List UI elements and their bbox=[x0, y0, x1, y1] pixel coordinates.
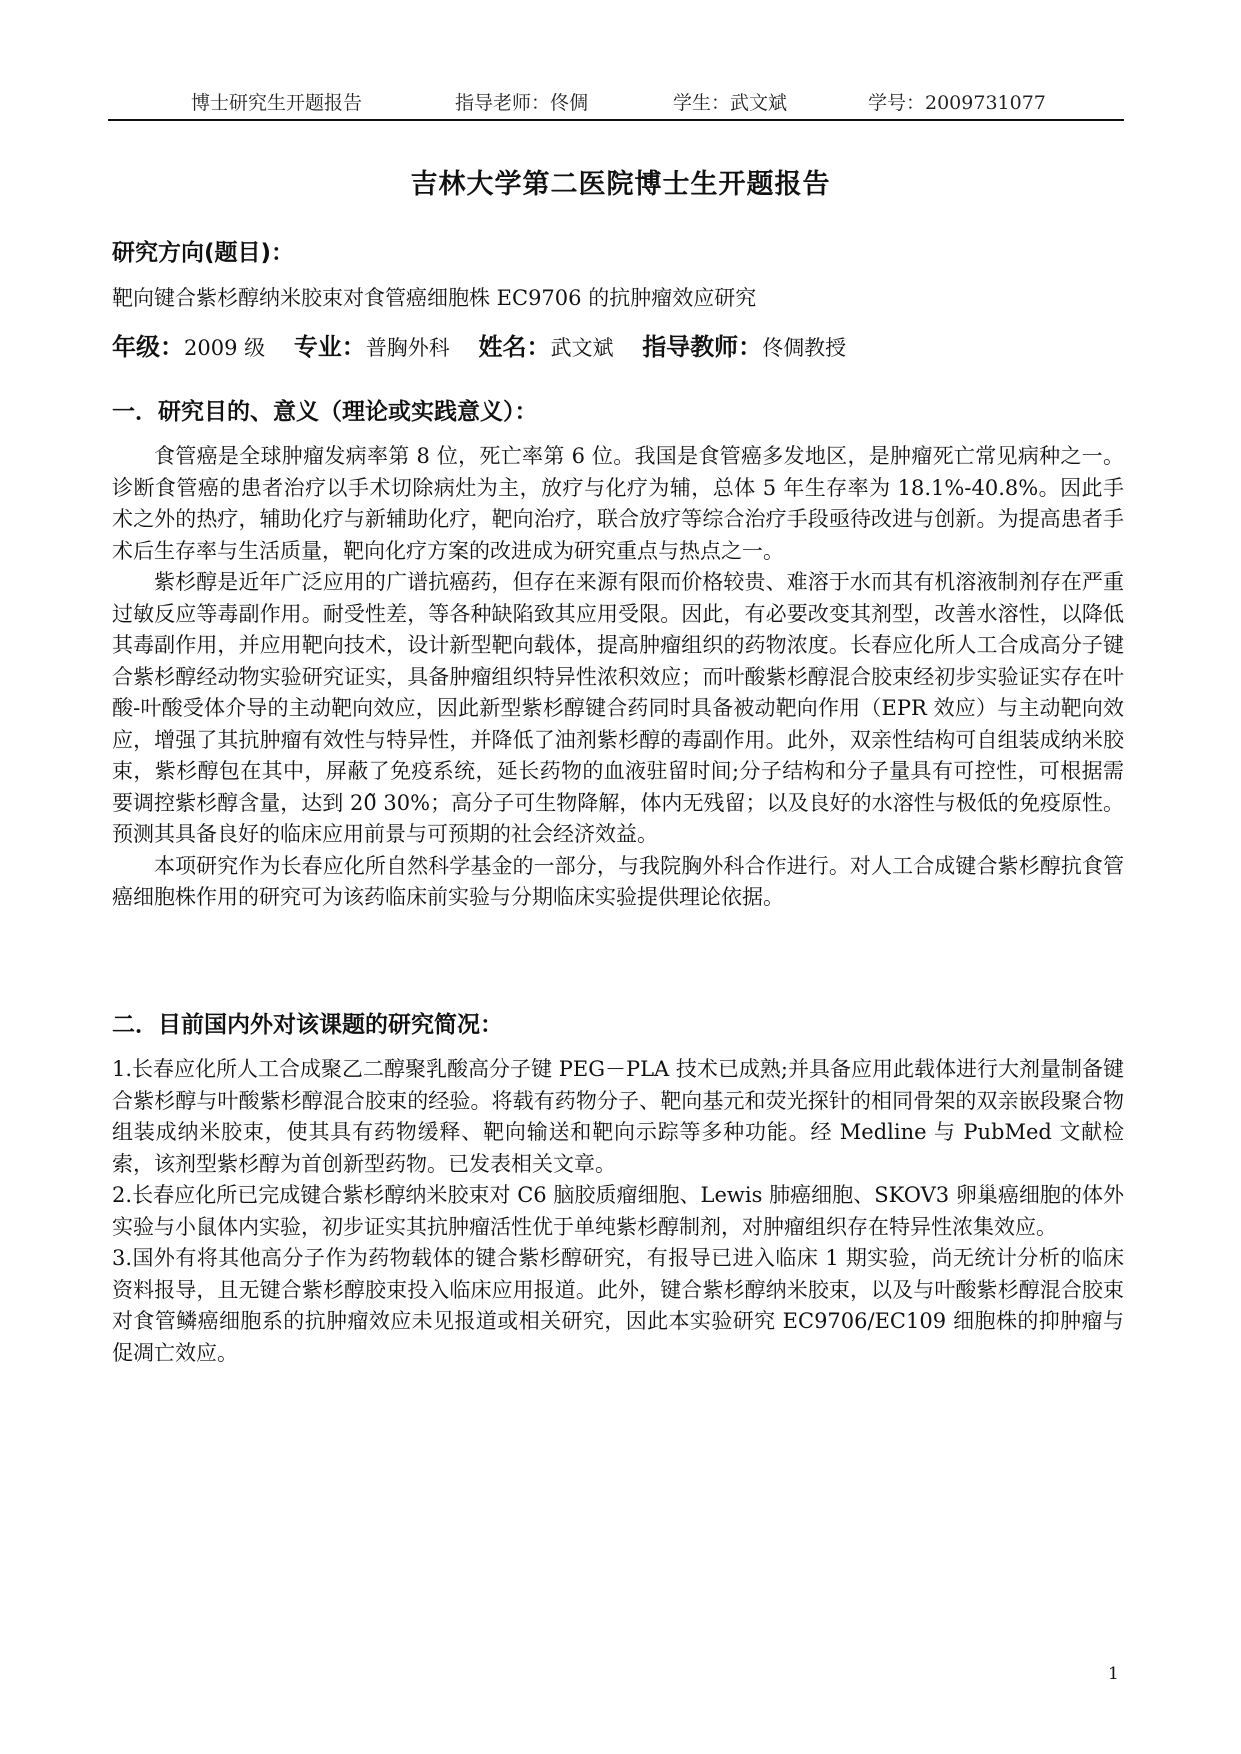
section2-item: 2.长春应化所已完成键合紫杉醇纳米胶束对 C6 脑胶质瘤细胞、Lewis 肺癌细胞、SKOV3 卵巢癌细胞的体外实验与小鼠体内实验，初步证实其抗肿瘤活性优于单纯紫杉醇制剂，对肿瘤组织存在特异性浓集效应。 bbox=[112, 1183, 1124, 1239]
header-divider bbox=[108, 119, 1124, 121]
page-number: 1 bbox=[1108, 1664, 1119, 1684]
document-title: 吉林大学第二医院博士生开题报告 bbox=[410, 169, 831, 200]
header-report-type: 博士研究生开题报告 bbox=[191, 92, 363, 114]
header-student-id: 学号：2009731077 bbox=[868, 92, 1046, 114]
section1-body bbox=[112, 441, 1124, 914]
student-info-row bbox=[112, 327, 868, 362]
section2-heading: 二．目前国内外对该课题的研究简况： bbox=[112, 1012, 503, 1038]
grade-label: 年级： bbox=[112, 333, 184, 361]
major-label: 专业： bbox=[293, 333, 366, 361]
section1-paragraph: 本项研究作为长春应化所自然科学基金的一部分，与我院胸外科合作进行。对人工合成键合紫杉醇抗食管癌细胞株作用的研究可为该药临床前实验与分期临床实验提供理论依据。 bbox=[112, 853, 1124, 909]
supervisor-value: 佟倜教授 bbox=[762, 336, 847, 360]
name-value: 武文斌 bbox=[550, 336, 614, 360]
section1-paragraph: 紫杉醇是近年广泛应用的广谱抗癌药，但存在来源有限而价格较贵、难溶于水而其有机溶液制剂存在严重过敏反应等毒副作用。耐受性差，等各种缺陷致其应用受限。因此，有必要改变其剂型，改善水溶性，以降低其毒副作用，并应用靶向技术，设计新型靶向载体，提高肿瘤组织的药物浓度。长春应化所人工合成高分子键合紫杉醇经动物实验研究证实，具备肿瘤组织特异性浓积效应；而叶酸紫杉醇混合胶束经初步实验证实存在叶酸-叶酸受体介导的主动靶向效应，因此新型紫杉醇键合药同时具备被动靶向作用（EPR 效应）与主动靶向效应，增强了其抗肿瘤有效性与特异性，并降低了油剂紫杉醇的毒副作用。此外，双亲性结构可自组装成纳米胶束，紫杉醇包在其中，屏蔽了免疫系统，延长药物的血液驻留时间;分子结构和分子量具有可控性，可根据需要调控紫杉醇含量，达到 20̃ 30%；高分子可生物降解，体内无残留；以及良好的水溶性与极低的免疫原性。预测其具备良好的临床应用前景与可预期的社会经济效益。 bbox=[112, 570, 1124, 846]
header-student: 学生：武文斌 bbox=[673, 92, 788, 114]
topic-text: 靶向键合紫杉醇纳米胶束对食管癌细胞株 EC9706 的抗肿瘤效应研究 bbox=[112, 286, 757, 310]
header-advisor: 指导老师：佟倜 bbox=[455, 92, 589, 114]
section2-item: 3.国外有将其他高分子作为药物载体的键合紫杉醇研究，有报导已进入临床 1 期实验，尚无统计分析的临床资料报导，且无键合紫杉醇胶束投入临床应用报道。此外，键合紫杉醇纳米胶束，以及与叶酸紫杉醇混合胶束对食管鳞癌细胞系的抗肿瘤效应未见报道或相关研究，因此本实验研究 EC9706/EC109 细胞株的抑肿瘤与促凋亡效应。 bbox=[112, 1246, 1124, 1365]
name-label: 姓名： bbox=[478, 333, 551, 361]
major-value: 普胸外科 bbox=[365, 336, 450, 360]
section1-heading: 一．研究目的、意义（理论或实践意义）： bbox=[112, 399, 538, 425]
section2-item: 1.长春应化所人工合成聚乙二醇聚乳酸高分子键 PEG－PLA 技术已成熟;并具备应用此载体进行大剂量制备键合紫杉醇与叶酸紫杉醇混合胶束的经验。将载有药物分子、靶向基元和荧光探针的相同骨架的双亲嵌段聚合物组装成纳米胶束，使其具有药物缓释、靶向输送和靶向示踪等多种功能。经 Medline 与 PubMed 文献检索，该剂型紫杉醇为首创新型药物。已发表相关文章。 bbox=[112, 1057, 1124, 1176]
supervisor-label: 指导教师： bbox=[642, 333, 763, 361]
section2-body bbox=[112, 1054, 1124, 1369]
section1-paragraph: 食管癌是全球肿瘤发病率第 8 位，死亡率第 6 位。我国是食管癌多发地区，是肿瘤死亡常见病种之一。诊断食管癌的患者治疗以手术切除病灶为主，放疗与化疗为辅，总体 5 年生存率为 18.1%-40.8%。因此手术之外的热疗，辅助化疗与新辅助化疗，靶向治疗，联合放疗等综合治疗手段亟待改进与创新。为提高患者手术后生存率与生活质量，靶向化疗方案的改进成为研究重点与热点之一。 bbox=[112, 444, 1124, 563]
grade-value: 2009 级 bbox=[184, 336, 266, 360]
topic-heading: 研究方向(题目)： bbox=[112, 240, 295, 266]
